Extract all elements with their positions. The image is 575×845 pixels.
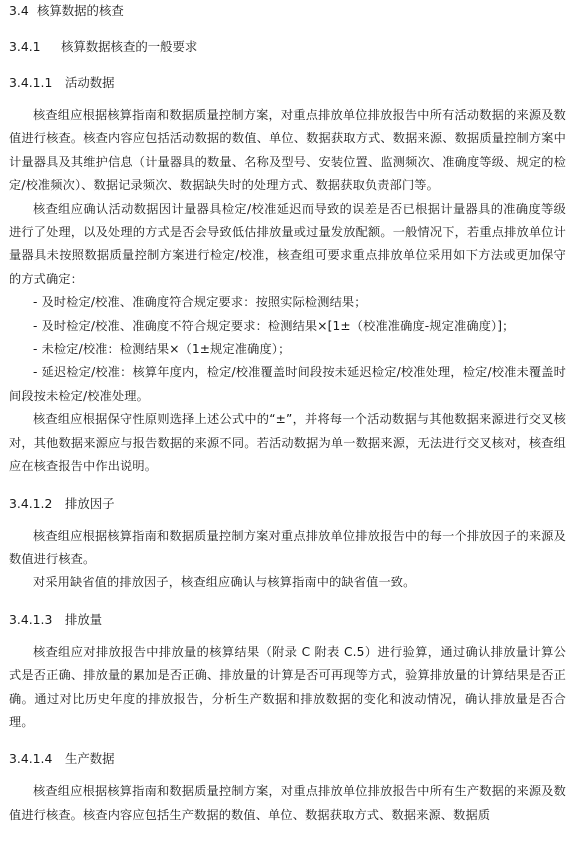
production-number: 3.4.1.4 <box>9 751 53 767</box>
subsection-title: 核算数据核查的一般要求 <box>61 39 198 54</box>
activity-title: 活动数据 <box>65 75 115 90</box>
section-number: 3.4 <box>9 3 29 18</box>
factor-paragraph-1: 核查组应根据核算指南和数据质量控制方案对重点排放单位排放报告中的每一个排放因子的来源及数值进行核查。 <box>9 528 566 566</box>
emission-paragraph-1: 核查组应对排放报告中排放量的核算结果（附录 C 附表 C.5）进行验算，通过确认排放量计算公式是否正确、排放量的累加是否正确、排放量的计算是否可再现等方式，验算排放量的计算结果是否正确。通过对比历史年度的排放报告，分析生产数据和排放数据的变化和波动情况，确认排放量是否合理。 <box>9 644 566 729</box>
activity-heading <box>9 76 566 90</box>
activity-paragraph-1: 核查组应根据核算指南和数据质量控制方案，对重点排放单位排放报告中所有活动数据的来源及数值进行核查。核查内容应包括活动数据的数值、单位、数据获取方式、数据来源、数据质量控制方案中计量器具及其维护信息（计量器具的数量、名称及型号、安装位置、监测频次、准确度等级、规定的检定/校准频次）、数据记录频次、数据缺失时的处理方式、数据获取负责部门等。 <box>9 108 566 193</box>
emission-title: 排放量 <box>65 611 103 627</box>
subsection-heading <box>9 40 566 54</box>
production-paragraph-1: 核查组应根据核算指南和数据质量控制方案，对重点排放单位排放报告中所有生产数据的来源及数值进行核查。核查内容应包括生产数据的数值、单位、数据获取方式、数据来源、数据质 <box>9 784 566 822</box>
emission-number: 3.4.1.3 <box>9 611 53 627</box>
section-title: 核算数据的核查 <box>37 3 124 18</box>
activity-bullet-3: - 未检定/校准：检测结果×（1±规定准确度）； <box>33 342 291 357</box>
factor-heading <box>9 497 566 511</box>
factor-title: 排放因子 <box>65 495 115 511</box>
section-heading <box>9 4 566 18</box>
activity-bullet-4: - 延迟检定/校准：核算年度内，检定/校准覆盖时间段按未延迟检定/校准处理，检定/校准未覆盖时间段按未检定/校准处理。 <box>9 365 566 403</box>
production-title: 生产数据 <box>65 751 115 767</box>
factor-paragraph-2: 对采用缺省值的排放因子，核查组应确认与核算指南中的缺省值一致。 <box>33 575 416 590</box>
activity-paragraph-2: 核查组应确认活动数据因计量器具检定/校准延迟而导致的误差是否已根据计量器具的准确度等级进行了处理，以及处理的方式是否会导致低估排放量或过量发放配额。一般情况下，若重点排放单位计量器具未按照数据质量控制方案进行检定/校准，核查组可要求重点排放单位采用如下方法或更加保守的方式确定： <box>9 201 566 286</box>
subsection-number: 3.4.1 <box>9 39 41 54</box>
factor-number: 3.4.1.2 <box>9 495 53 511</box>
activity-bullet-1: - 及时检定/校准、准确度符合规定要求：按照实际检测结果； <box>33 295 367 310</box>
production-heading <box>9 752 566 766</box>
activity-bullet-2: - 及时检定/校准、准确度不符合规定要求：检测结果×[1±（校准准确度-规定准确度）]； <box>33 318 515 333</box>
activity-paragraph-3: 核查组应根据保守性原则选择上述公式中的“±”，并将每一个活动数据与其他数据来源进行交叉核对，其他数据来源应与报告数据的来源不同。若活动数据为单一数据来源，无法进行交叉核对，核查组应在核查报告中作出说明。 <box>9 412 566 474</box>
activity-number: 3.4.1.1 <box>9 75 53 90</box>
emission-heading <box>9 613 566 627</box>
